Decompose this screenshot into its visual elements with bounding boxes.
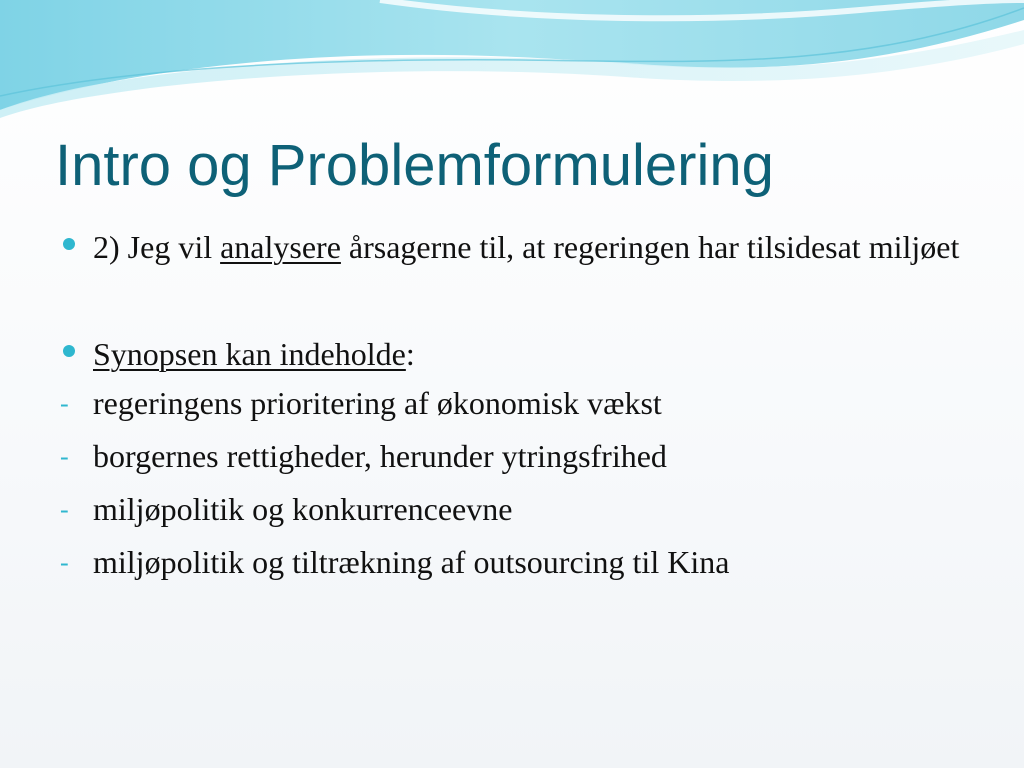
bullet-underlined-word: analysere	[220, 229, 341, 265]
list-item	[60, 377, 960, 430]
dash-marker: -	[60, 389, 69, 418]
bullet-text-prefix: 2) Jeg vil	[93, 229, 221, 265]
slide-content	[60, 225, 960, 589]
bullet-text-suffix: årsagerne til, at regeringen har tilsidesat miljøet	[340, 229, 960, 265]
dash-marker: -	[60, 548, 69, 577]
list-item	[60, 430, 960, 483]
dash-marker: -	[60, 442, 69, 471]
bullet-problem-statement	[60, 225, 960, 270]
bullet-underlined-heading: Synopsen kan indeholde	[93, 336, 406, 372]
bullet-colon: :	[405, 336, 415, 372]
bullet-synopsis-heading	[60, 332, 960, 377]
list-item-text: borgernes rettigheder, herunder ytringsfrihed	[93, 438, 667, 474]
list-item-text: miljøpolitik og tiltrækning af outsourcing til Kina	[93, 544, 730, 580]
bullet-dot-icon	[63, 345, 75, 357]
slide-title: Intro og Problemformulering	[55, 133, 774, 198]
dash-marker: -	[60, 495, 69, 524]
list-item-text: miljøpolitik og konkurrenceevne	[93, 491, 513, 527]
list-item-text: regeringens prioritering af økonomisk vækst	[93, 385, 662, 421]
header-wave-decoration	[0, 0, 1024, 120]
list-item	[60, 536, 960, 589]
bullet-dot-icon	[63, 238, 75, 250]
list-item	[60, 483, 960, 536]
